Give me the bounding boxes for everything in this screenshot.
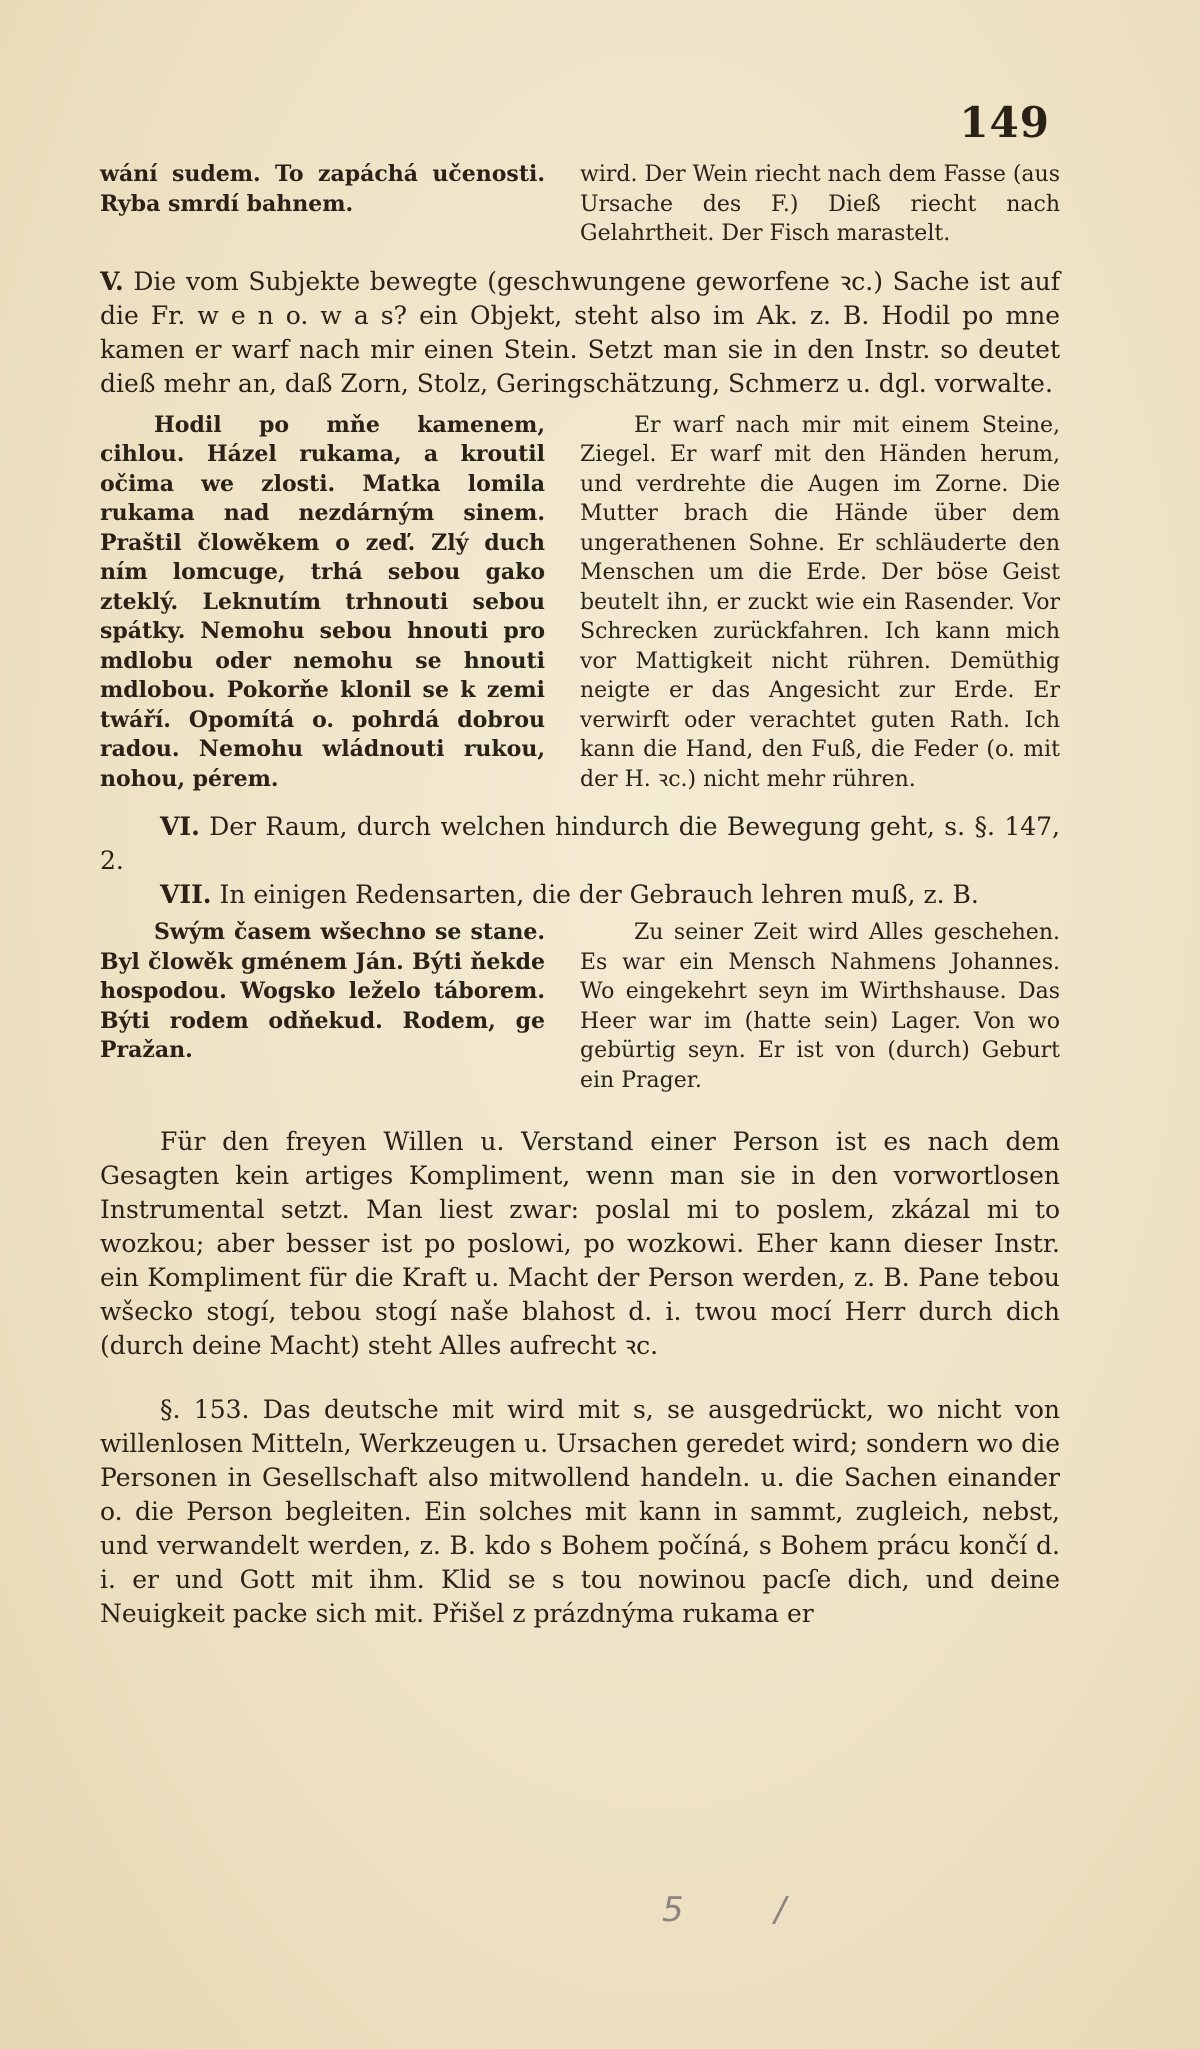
- section-vi: [100, 810, 1060, 878]
- bilingual-pair-3: [100, 918, 1060, 1095]
- german-text: Zu seiner Zeit wird Alles geschehen. Es war ein Mensch Nahmens Johannes. Wo eingekehrt seyn im Wirthshause. Das Heer war im (hatte sein) Lager. Von wo gebürtig seyn. Er ist von (durch) Geburt ein Prager.: [580, 920, 1060, 1093]
- section-text: Der Raum, durch welchen hindurch die Bewegung geht, s. §. 147, 2.: [100, 812, 1060, 875]
- section-number: V.: [100, 266, 124, 296]
- section-v: [100, 265, 1060, 401]
- section-number: §. 153.: [160, 1395, 250, 1424]
- bilingual-pair-2: [100, 411, 1060, 795]
- paragraph-free-will: Für den freyen Willen u. Verstand einer Person ist es nach dem Gesagten kein artiges Kompliment, wenn man sie in den vorwortlosen Instrumental setzt. Man liest zwar: poslal mi to poslem, zkázal mi to wozkou; aber besser ist po poslowi, po wozkowi. Eher kann dieser Instr. ein Kompliment für die Kraft u. Macht der Person werden, z. B. Pane tebou wšecko stogí, tebou stogí naše blahost d. i. twou mocí Herr durch dich (durch deine Macht) steht Alles aufrecht ꝛc.: [100, 1127, 1060, 1360]
- german-text: wird. Der Wein riecht nach dem Fasse (aus Ursache des F.) Dieß riecht nach Gelahrtheit. Der Fisch marastelt.: [580, 162, 1060, 246]
- section-text: In einigen Redensarten, die der Gebrauch lehren muß, z. B.: [219, 880, 979, 909]
- section-153: [100, 1393, 1060, 1631]
- czech-text: wání sudem. To zapáchá učenosti. Ryba smrdí bahnem.: [100, 161, 545, 217]
- page-number: 149: [959, 98, 1050, 147]
- bilingual-pair-1: [100, 160, 1060, 249]
- pencil-mark: 5 /: [662, 1890, 826, 1930]
- czech-text: Hodil po mňe kamenem, cihlou. Házel rukama, a kroutil očima we zlosti. Matka lomila rukama nad nezdárným sinem. Praštil člowěkem o zeď. Zlý duch ním lomcuge, trhá sebou gako zteklý. Leknutím trhnouti sebou spátky. Nemohu sebou hnouti pro mdlobu oder nemohu se hnouti mdlobou. Pokorňe klonil se k zemi twáří. Opomítá o. pohrdá dobrou radou. Nemohu wládnouti rukou, nohou, pérem.: [100, 411, 545, 792]
- section-text: Das deutsche mit wird mit s, se ausgedrückt, wo nicht von willenlosen Mitteln, Werkzeugen u. Ursachen geredet wird; sondern wo die Personen in Gesellschaft also mitwollend handeln. u. die Sachen einander o. die Person begleiten. Ein solches mit kann in sammt, zugleich, nebst, und verwandelt werden, z. B. kdo s Bohem počíná, s Bohem prácu končí d. i. er und Gott mit ihm. Klid se s tou nowinou pacſe dich, und deine Neuigkeit packe sich mit. Přišel z prázdnýma rukama er: [100, 1395, 1061, 1628]
- section-number: VI.: [160, 812, 200, 841]
- czech-text: Swým časem wšechno se stane. Byl člowěk gménem Ján. Býti ňekde hospodou. Wogsko leželo táborem. Býti rodem odňekud. Rodem, ge Pražan.: [100, 919, 545, 1063]
- section-number: VII.: [160, 880, 212, 909]
- german-text: Er warf nach mir mit einem Steine, Ziegel. Er warf mit den Händen herum, und verdrehte die Augen im Zorne. Die Mutter brach die Hände über dem ungerathenen Sohne. Er schläuderte den Menschen um die Erde. Der böse Geist beutelt ihn, er zuckt wie ein Rasender. Vor Schrecken zurückfahren. Ich kann mich vor Mattigkeit nicht rühren. Demüthig neigte er das Angesicht zur Erde. Er verwirft oder verachtet guten Rath. Ich kann die Hand, den Fuß, die Feder (o. mit der H. ꝛc.) nicht mehr rühren.: [580, 412, 1060, 792]
- section-vii: [100, 878, 1060, 912]
- page-body: [100, 160, 1060, 1631]
- section-text: Die vom Subjekte bewegte (geschwungene geworfene ꝛc.) Sache ist auf die Fr. w e n o. w a s? ein Objekt, steht also im Ak. z. B. Hodil po mne kamen er warf nach mir einen Stein. Setzt man sie in den Instr. so deutet dieß mehr an, daß Zorn, Stolz, Geringschätzung, Schmerz u. dgl. vorwalte.: [100, 266, 1060, 398]
